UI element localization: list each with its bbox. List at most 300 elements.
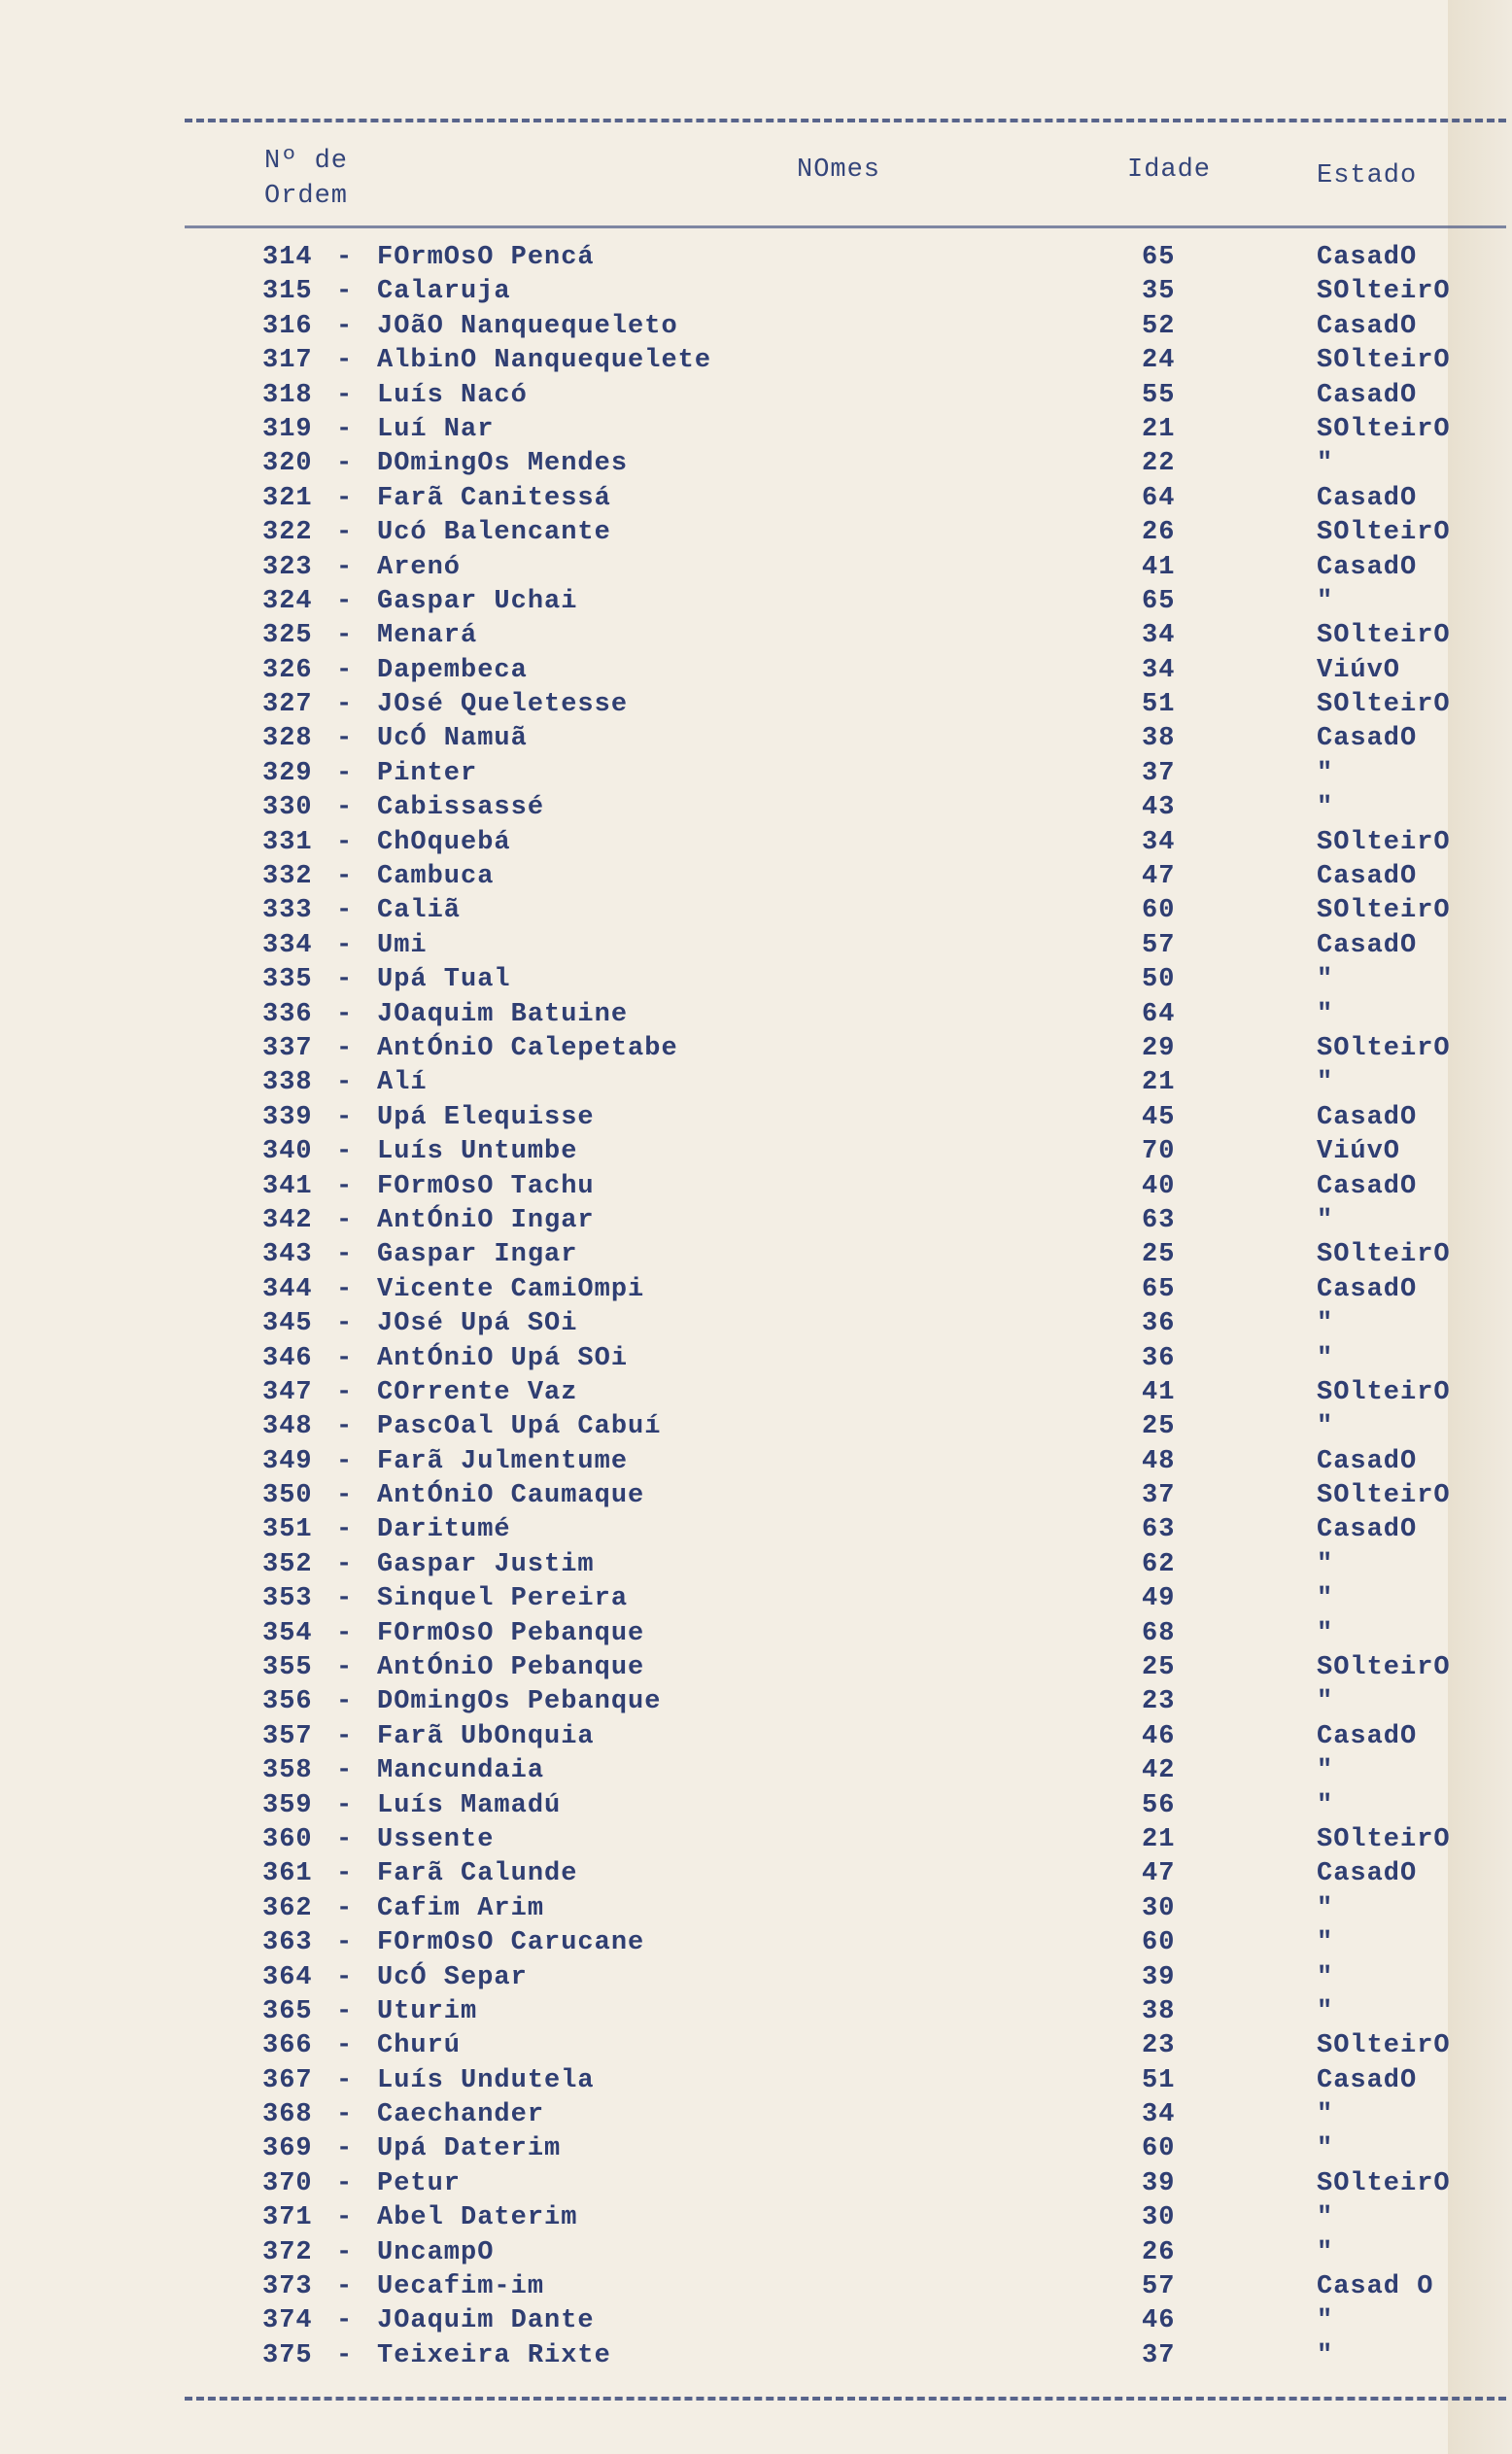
separator-dash: - — [336, 896, 354, 926]
person-name: PascOal Upá Cabuí — [377, 1412, 662, 1442]
order-number: 326 — [262, 655, 313, 685]
order-number: 342 — [262, 1205, 313, 1235]
separator-dash: - — [336, 1859, 354, 1889]
separator-dash: - — [336, 2100, 354, 2130]
roster-row — [262, 516, 1477, 550]
roster-row — [262, 2098, 1477, 2132]
order-number: 327 — [262, 690, 313, 720]
marital-status: CasadO — [1317, 1171, 1418, 1201]
roster-row — [262, 2201, 1477, 2235]
separator-dash: - — [336, 1687, 354, 1717]
person-age: 41 — [1142, 1377, 1176, 1407]
roster-row — [262, 894, 1477, 928]
person-age: 57 — [1142, 930, 1176, 960]
person-name: Luís Untumbe — [377, 1137, 578, 1167]
separator-dash: - — [336, 2203, 354, 2233]
person-name: UcÓ Namuã — [377, 724, 528, 754]
person-name: Arenó — [377, 552, 462, 582]
marital-status: " — [1317, 586, 1334, 616]
separator-dash: - — [336, 2237, 354, 2267]
order-number: 367 — [262, 2065, 313, 2095]
roster-row — [262, 344, 1477, 378]
order-number: 357 — [262, 1721, 313, 1751]
roster-row — [262, 1066, 1477, 1100]
order-number: 319 — [262, 414, 313, 444]
person-name: Pinter — [377, 758, 478, 788]
order-number: 343 — [262, 1240, 313, 1270]
order-number: 318 — [262, 380, 313, 410]
marital-status: SOlteirO — [1317, 690, 1451, 720]
marital-status: " — [1317, 999, 1334, 1029]
separator-dash: - — [336, 518, 354, 548]
roster-row — [262, 1789, 1477, 1823]
header-order-number — [264, 144, 391, 214]
separator-dash: - — [336, 1137, 354, 1167]
roster-row — [262, 1032, 1477, 1066]
marital-status: CasadO — [1317, 483, 1418, 513]
marital-status: " — [1317, 2237, 1334, 2267]
separator-dash: - — [336, 1343, 354, 1373]
person-age: 22 — [1142, 449, 1176, 479]
person-age: 25 — [1142, 1240, 1176, 1270]
marital-status: " — [1317, 1412, 1334, 1442]
roster-row — [262, 1238, 1477, 1272]
separator-dash: - — [336, 724, 354, 754]
marital-status: SOlteirO — [1317, 277, 1451, 307]
marital-status: " — [1317, 1618, 1334, 1648]
order-number: 353 — [262, 1584, 313, 1614]
person-age: 30 — [1142, 1893, 1176, 1923]
roster-row — [262, 585, 1477, 619]
person-name: JOãO Nanquequeleto — [377, 311, 678, 341]
person-name: Upá Tual — [377, 965, 511, 995]
marital-status: CasadO — [1317, 380, 1418, 410]
order-number: 370 — [262, 2168, 313, 2198]
person-age: 60 — [1142, 2134, 1176, 2164]
person-age: 37 — [1142, 2340, 1176, 2370]
roster-row — [262, 482, 1477, 516]
order-number: 366 — [262, 2031, 313, 2061]
person-age: 68 — [1142, 1618, 1176, 1648]
marital-status: CasadO — [1317, 1446, 1418, 1476]
order-number: 324 — [262, 586, 313, 616]
person-name: Cabissassé — [377, 793, 545, 823]
person-age: 47 — [1142, 1859, 1176, 1889]
person-age: 50 — [1142, 965, 1176, 995]
roster-row — [262, 722, 1477, 756]
order-number: 344 — [262, 1274, 313, 1304]
marital-status: " — [1317, 1584, 1334, 1614]
separator-dash: - — [336, 277, 354, 307]
separator-dash: - — [336, 1377, 354, 1407]
bottom-dashed-rule — [185, 2397, 1506, 2401]
separator-dash: - — [336, 2168, 354, 2198]
roster-row — [262, 379, 1477, 413]
person-age: 42 — [1142, 1756, 1176, 1786]
marital-status: " — [1317, 2306, 1334, 2336]
person-age: 46 — [1142, 1721, 1176, 1751]
person-name: Uturim — [377, 1996, 478, 2026]
person-name: Churú — [377, 2031, 462, 2061]
marital-status: SOlteirO — [1317, 2168, 1451, 2198]
person-age: 51 — [1142, 690, 1176, 720]
person-age: 24 — [1142, 346, 1176, 376]
order-number: 325 — [262, 621, 313, 651]
marital-status: " — [1317, 1996, 1334, 2026]
order-number: 334 — [262, 930, 313, 960]
marital-status: " — [1317, 449, 1334, 479]
order-number: 337 — [262, 1033, 313, 1063]
separator-dash: - — [336, 1515, 354, 1545]
separator-dash: - — [336, 1481, 354, 1511]
order-number: 330 — [262, 793, 313, 823]
order-number: 339 — [262, 1102, 313, 1132]
marital-status: SOlteirO — [1317, 1240, 1451, 1270]
roster-row — [262, 2270, 1477, 2304]
separator-dash: - — [336, 1068, 354, 1098]
person-name: Umi — [377, 930, 428, 960]
separator-dash: - — [336, 449, 354, 479]
order-number: 355 — [262, 1653, 313, 1683]
marital-status: " — [1317, 2203, 1334, 2233]
person-name: Luís Nacó — [377, 380, 528, 410]
separator-dash: - — [336, 1962, 354, 1992]
order-number: 372 — [262, 2237, 313, 2267]
person-age: 51 — [1142, 2065, 1176, 2095]
person-name: Gaspar Uchai — [377, 586, 578, 616]
marital-status: " — [1317, 1928, 1334, 1958]
marital-status: SOlteirO — [1317, 2031, 1451, 2061]
separator-dash: - — [336, 2340, 354, 2370]
roster-row — [262, 619, 1477, 653]
separator-dash: - — [336, 586, 354, 616]
marital-status: ViúvO — [1317, 655, 1401, 685]
marital-status: CasadO — [1317, 2065, 1418, 2095]
roster-row — [262, 1307, 1477, 1341]
order-number: 361 — [262, 1859, 313, 1889]
marital-status: " — [1317, 1687, 1334, 1717]
separator-dash: - — [336, 690, 354, 720]
person-age: 34 — [1142, 655, 1176, 685]
person-age: 26 — [1142, 518, 1176, 548]
top-dashed-rule — [185, 119, 1506, 122]
order-number: 320 — [262, 449, 313, 479]
person-age: 46 — [1142, 2306, 1176, 2336]
person-name: Calaruja — [377, 277, 511, 307]
person-name: Ucó Balencante — [377, 518, 611, 548]
person-age: 57 — [1142, 2272, 1176, 2302]
roster-row — [262, 413, 1477, 447]
order-number: 335 — [262, 965, 313, 995]
person-age: 37 — [1142, 1481, 1176, 1511]
roster-row — [262, 241, 1477, 275]
roster-row — [262, 1101, 1477, 1135]
person-name: Farã Calunde — [377, 1859, 578, 1889]
person-name: Upá Elequisse — [377, 1102, 595, 1132]
order-number: 369 — [262, 2134, 313, 2164]
person-age: 45 — [1142, 1102, 1176, 1132]
marital-status: " — [1317, 1756, 1334, 1786]
separator-dash: - — [336, 621, 354, 651]
person-name: Caechander — [377, 2100, 545, 2130]
separator-dash: - — [336, 414, 354, 444]
order-number: 348 — [262, 1412, 313, 1442]
person-age: 49 — [1142, 1584, 1176, 1614]
person-name: Alí — [377, 1068, 428, 1098]
person-age: 48 — [1142, 1446, 1176, 1476]
roster-row — [262, 1823, 1477, 1857]
separator-dash: - — [336, 1928, 354, 1958]
person-name: AntÓniO Pebanque — [377, 1653, 645, 1683]
person-name: AntÓniO Ingar — [377, 1205, 595, 1235]
separator-dash: - — [336, 1240, 354, 1270]
roster-row — [262, 1617, 1477, 1651]
separator-dash: - — [336, 1171, 354, 1201]
person-name: Sinquel Pereira — [377, 1584, 629, 1614]
person-name: UcÓ Separ — [377, 1962, 528, 1992]
roster-row — [262, 2064, 1477, 2098]
person-name: AntÓniO Calepetabe — [377, 1033, 678, 1063]
marital-status: " — [1317, 793, 1334, 823]
order-number: 359 — [262, 1790, 313, 1820]
separator-dash: - — [336, 1033, 354, 1063]
order-number: 373 — [262, 2272, 313, 2302]
roster-row — [262, 1376, 1477, 1410]
roster-row — [262, 2339, 1477, 2373]
person-name: UncampO — [377, 2237, 495, 2267]
separator-dash: - — [336, 793, 354, 823]
person-name: DOmingOs Pebanque — [377, 1687, 662, 1717]
marital-status: " — [1317, 758, 1334, 788]
person-age: 63 — [1142, 1515, 1176, 1545]
person-age: 36 — [1142, 1309, 1176, 1339]
marital-status: SOlteirO — [1317, 896, 1451, 926]
roster-row — [262, 757, 1477, 791]
separator-dash: - — [336, 1549, 354, 1579]
separator-dash: - — [336, 1893, 354, 1923]
roster-row — [262, 1273, 1477, 1307]
separator-dash: - — [336, 1996, 354, 2026]
marital-status: " — [1317, 2340, 1334, 2370]
order-number: 329 — [262, 758, 313, 788]
roster-row — [262, 1720, 1477, 1754]
separator-dash: - — [336, 346, 354, 376]
person-name: FOrmOsO Pebanque — [377, 1618, 645, 1648]
roster-row — [262, 1548, 1477, 1582]
person-age: 39 — [1142, 1962, 1176, 1992]
marital-status: SOlteirO — [1317, 414, 1451, 444]
person-age: 29 — [1142, 1033, 1176, 1063]
person-age: 60 — [1142, 1928, 1176, 1958]
person-name: AntÓniO Upá SOi — [377, 1343, 629, 1373]
separator-dash: - — [336, 930, 354, 960]
separator-dash: - — [336, 1446, 354, 1476]
person-name: Gaspar Ingar — [377, 1240, 578, 1270]
person-age: 56 — [1142, 1790, 1176, 1820]
person-name: Cafim Arim — [377, 1893, 545, 1923]
person-name: Cambuca — [377, 862, 495, 892]
person-age: 62 — [1142, 1549, 1176, 1579]
order-number: 331 — [262, 827, 313, 857]
marital-status: CasadO — [1317, 1102, 1418, 1132]
separator-dash: - — [336, 243, 354, 272]
person-name: JOaquim Batuine — [377, 999, 629, 1029]
order-number: 351 — [262, 1515, 313, 1545]
person-name: AlbinO Nanquequelete — [377, 346, 712, 376]
person-age: 25 — [1142, 1653, 1176, 1683]
separator-dash: - — [336, 1309, 354, 1339]
roster-row — [262, 1995, 1477, 2029]
roster-row — [262, 860, 1477, 894]
person-name: Ussente — [377, 1824, 495, 1854]
person-age: 40 — [1142, 1171, 1176, 1201]
roster-row — [262, 1754, 1477, 1788]
separator-dash: - — [336, 1205, 354, 1235]
roster-row — [262, 688, 1477, 722]
roster-row — [262, 1513, 1477, 1547]
person-name: Luís Undutela — [377, 2065, 595, 2095]
person-age: 36 — [1142, 1343, 1176, 1373]
roster-row — [262, 1342, 1477, 1376]
person-name: Dapembeca — [377, 655, 528, 685]
person-name: JOsé Upá SOi — [377, 1309, 578, 1339]
person-age: 23 — [1142, 1687, 1176, 1717]
header-underline-rule — [185, 225, 1506, 228]
person-name: JOsé Queletesse — [377, 690, 629, 720]
person-name: COrrente Vaz — [377, 1377, 578, 1407]
person-name: Teixeira Rixte — [377, 2340, 611, 2370]
marital-status: CasadO — [1317, 243, 1418, 272]
roster-row — [262, 1135, 1477, 1169]
separator-dash: - — [336, 2272, 354, 2302]
roster-row — [262, 1170, 1477, 1204]
person-name: Farã UbOnquia — [377, 1721, 595, 1751]
order-number: 346 — [262, 1343, 313, 1373]
roster-row — [262, 551, 1477, 585]
roster-row — [262, 929, 1477, 963]
order-number: 350 — [262, 1481, 313, 1511]
marital-status: CasadO — [1317, 311, 1418, 341]
order-number: 358 — [262, 1756, 313, 1786]
marital-status: " — [1317, 1068, 1334, 1098]
roster-row — [262, 963, 1477, 997]
marital-status: SOlteirO — [1317, 1481, 1451, 1511]
marital-status: " — [1317, 1549, 1334, 1579]
marital-status: CasadO — [1317, 724, 1418, 754]
marital-status: " — [1317, 1893, 1334, 1923]
order-number: 345 — [262, 1309, 313, 1339]
separator-dash: - — [336, 1824, 354, 1854]
order-number: 323 — [262, 552, 313, 582]
roster-row — [262, 826, 1477, 860]
person-age: 65 — [1142, 1274, 1176, 1304]
order-number: 317 — [262, 346, 313, 376]
person-age: 43 — [1142, 793, 1176, 823]
marital-status: " — [1317, 1309, 1334, 1339]
person-name: FOrmOsO Tachu — [377, 1171, 595, 1201]
order-number: 368 — [262, 2100, 313, 2130]
order-number: 349 — [262, 1446, 313, 1476]
person-age: 55 — [1142, 380, 1176, 410]
marital-status: CasadO — [1317, 862, 1418, 892]
person-name: Menará — [377, 621, 478, 651]
marital-status: " — [1317, 1790, 1334, 1820]
order-number: 347 — [262, 1377, 313, 1407]
roster-row — [262, 447, 1477, 481]
separator-dash: - — [336, 2306, 354, 2336]
marital-status: CasadO — [1317, 1721, 1418, 1751]
roster-row — [262, 310, 1477, 344]
order-number: 374 — [262, 2306, 313, 2336]
person-name: Abel Daterim — [377, 2203, 578, 2233]
roster-row — [262, 2236, 1477, 2270]
roster-row — [262, 1926, 1477, 1960]
marital-status: CasadO — [1317, 1515, 1418, 1545]
roster-row — [262, 1445, 1477, 1479]
person-age: 25 — [1142, 1412, 1176, 1442]
person-name: Luí Nar — [377, 414, 495, 444]
order-number: 338 — [262, 1068, 313, 1098]
person-name: Gaspar Justim — [377, 1549, 595, 1579]
marital-status: SOlteirO — [1317, 1824, 1451, 1854]
order-number: 364 — [262, 1962, 313, 1992]
order-number: 362 — [262, 1893, 313, 1923]
order-number: 336 — [262, 999, 313, 1029]
marital-status: SOlteirO — [1317, 827, 1451, 857]
marital-status: SOlteirO — [1317, 1377, 1451, 1407]
person-age: 65 — [1142, 586, 1176, 616]
marital-status: CasadO — [1317, 552, 1418, 582]
separator-dash: - — [336, 758, 354, 788]
order-number: 333 — [262, 896, 313, 926]
order-number: 341 — [262, 1171, 313, 1201]
order-number: 315 — [262, 277, 313, 307]
person-name: Farã Canitessá — [377, 483, 611, 513]
person-age: 65 — [1142, 243, 1176, 272]
person-age: 60 — [1142, 896, 1176, 926]
separator-dash: - — [336, 1274, 354, 1304]
person-name: Uecafim-im — [377, 2272, 545, 2302]
roster-row — [262, 654, 1477, 688]
marital-status: " — [1317, 1962, 1334, 1992]
separator-dash: - — [336, 827, 354, 857]
separator-dash: - — [336, 483, 354, 513]
roster-row — [262, 1582, 1477, 1616]
order-number: 322 — [262, 518, 313, 548]
person-age: 23 — [1142, 2031, 1176, 2061]
person-age: 21 — [1142, 1824, 1176, 1854]
roster-list — [262, 241, 1477, 2373]
separator-dash: - — [336, 2134, 354, 2164]
person-name: Daritumé — [377, 1515, 511, 1545]
roster-row — [262, 1410, 1477, 1444]
roster-row — [262, 1651, 1477, 1685]
order-number: 332 — [262, 862, 313, 892]
separator-dash: - — [336, 1653, 354, 1683]
roster-row — [262, 2304, 1477, 2338]
marital-status: " — [1317, 2100, 1334, 2130]
separator-dash: - — [336, 1618, 354, 1648]
separator-dash: - — [336, 862, 354, 892]
person-age: 37 — [1142, 758, 1176, 788]
person-name: JOaquim Dante — [377, 2306, 595, 2336]
person-age: 41 — [1142, 552, 1176, 582]
roster-row — [262, 1892, 1477, 1926]
person-name: Luís Mamadú — [377, 1790, 562, 1820]
person-name: Petur — [377, 2168, 462, 2198]
marital-status: SOlteirO — [1317, 621, 1451, 651]
person-name: FOrmOsO Carucane — [377, 1928, 645, 1958]
